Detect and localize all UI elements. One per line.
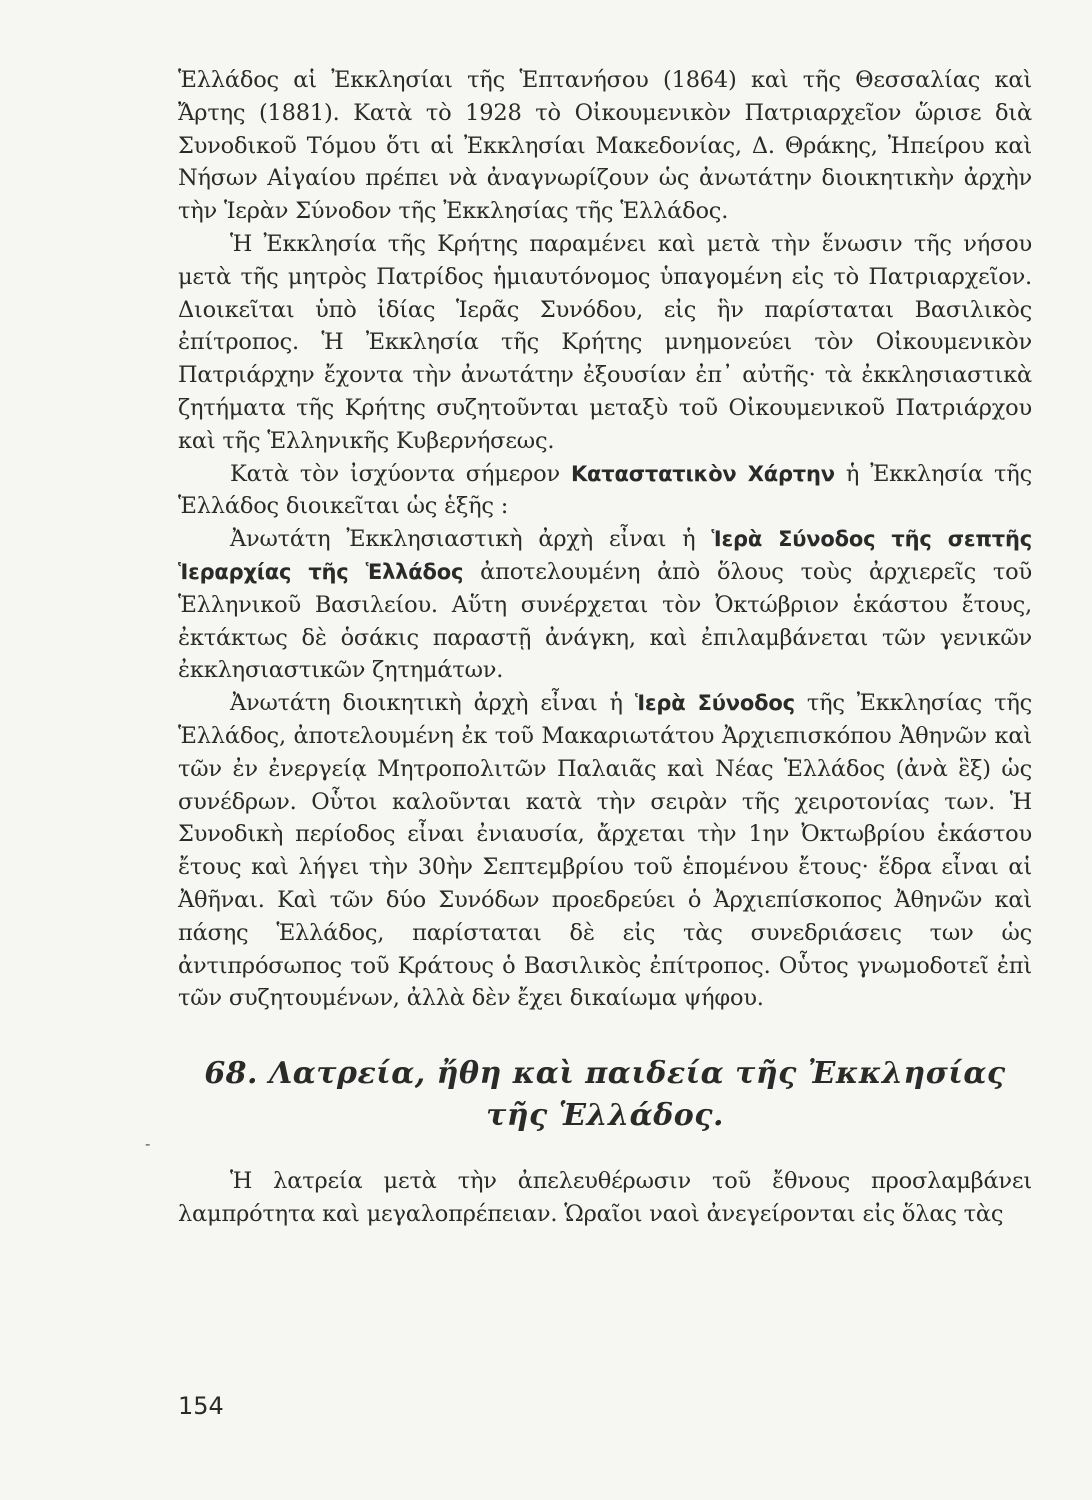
- paragraph-5-text-c: τῆς Ἐκκλησίας τῆς Ἑλλάδος, ἀποτελουμένη ἐκ τοῦ Μακαριωτάτου Ἀρχιεπισκόπου Ἀθηνῶν καὶ τῶν ἐν ἐνεργείᾳ Μητροπολιτῶν Παλαιᾶς καὶ Νέας Ἑλλάδος (ἀνὰ ἓξ) ὡς συνέδρων. Οὗτοι καλοῦνται κατὰ τὴν σειρὰν τῆς χειροτονίας των. Ἡ Συνοδικὴ περίοδος εἶναι ἐνιαυσία, ἄρχεται τὴν 1ην Ὀκτωβρίου ἑκάστου ἔτους καὶ λήγει τὴν 30ὴν Σεπτεμβρίου τοῦ ἑπομένου ἔτους· ἕδρα εἶναι αἱ Ἀθῆναι. Καὶ τῶν δύο Συνόδων προεδρεύει ὁ Ἀρχιεπίσκοπος Ἀθηνῶν καὶ πάσης Ἑλλάδος, παρίσταται δὲ εἰς τὰς συνεδριάσεις των ὡς ἀντιπρόσωπος τοῦ Κράτους ὁ Βασιλικὸς ἐπίτροπος. Οὗτος γνωμοδοτεῖ ἐπὶ τῶν συζητουμένων, ἀλλὰ δὲν ἔχει δικαίωμα ψήφου.: [178, 690, 1032, 1012]
- paragraph-4-bold: Ἱερὰ Σύνοδος τῆς σεπτῆς Ἱεραρχίας τῆς Ἑλλάδος: [178, 527, 1033, 584]
- paragraph-1: Ἑλλάδος αἱ Ἐκκλησίαι τῆς Ἑπτανήσου (1864) καὶ τῆς Θεσσαλίας καὶ Ἄρτης (1881). Κατὰ τὸ 1928 τὸ Οἰκουμενικὸν Πατριαρχεῖον ὥρισε διὰ Συνοδικοῦ Τόμου ὅτι αἱ Ἐκκλησίαι Μακεδονίας, Δ. Θράκης, Ἠπείρου καὶ Νήσων Αἰγαίου πρέπει νὰ ἀναγνωρίζουν ὡς ἀνωτάτην διοικητικὴν ἀρχὴν τὴν Ἱερὰν Σύνοδον τῆς Ἐκκλησίας τῆς Ἑλλάδος.: [178, 67, 1032, 225]
- page-body: [178, 64, 1032, 1231]
- section-heading: [178, 1053, 1032, 1137]
- paragraph-5-text-a: Ἀνωτάτη διοικητικὴ ἀρχὴ εἶναι ἡ: [230, 690, 635, 717]
- paragraph-4: [178, 523, 1032, 687]
- paragraph-5: [178, 687, 1032, 1015]
- paragraph-3-text-c: ἡ Ἐκκλησία τῆς Ἑλλάδος διοικεῖται ὡς ἑξῆς :: [178, 460, 1032, 520]
- paragraph-6: Ἡ λατρεία μετὰ τὴν ἀπελευθέρωσιν τοῦ ἔθνους προσλαμβάνει λαμπρότητα καὶ μεγαλοπρέπειαν. Ὡραῖοι ναοὶ ἀνεγείρονται εἰς ὅλας τὰς: [178, 1168, 1032, 1227]
- paragraph-3-text-a: Κατὰ τὸν ἰσχύοντα σήμερον: [230, 460, 571, 487]
- section-heading-line-2: τῆς Ἑλλάδος.: [486, 1098, 724, 1134]
- paragraph-4-text-c: ἀποτελουμένη ἀπὸ ὅλους τοὺς ἀρχιερεῖς τοῦ Ἑλληνικοῦ Βασιλείου. Αὕτη συνέρχεται τὸν Ὀκτώβριον ἑκάστου ἔτους, ἐκτάκτως δὲ ὁσάκις παραστῇ ἀνάγκη, καὶ ἐπιλαμβάνεται τῶν γενικῶν ἐκκλησιαστικῶν ζητημάτων.: [178, 558, 1032, 684]
- paragraph-3-bold: Καταστατικὸν Χάρτην: [570, 461, 835, 486]
- stray-mark: -: [145, 1134, 151, 1153]
- paragraph-5-bold: Ἱερὰ Σύνοδος: [634, 691, 795, 716]
- paragraph-4-text-a: Ἀνωτάτη Ἐκκλησιαστικὴ ἀρχὴ εἶναι ἡ: [230, 526, 712, 553]
- page-number: 154: [178, 1392, 224, 1420]
- paragraph-2: Ἡ Ἐκκλησία τῆς Κρήτης παραμένει καὶ μετὰ τὴν ἕνωσιν τῆς νήσου μετὰ τῆς μητρὸς Πατρίδος ἡμιαυτόνομος ὑπαγομένη εἰς τὸ Πατριαρχεῖον. Διοικεῖται ὑπὸ ἰδίας Ἱερᾶς Συνόδου, εἰς ἣν παρίσταται Βασιλικὸς ἐπίτροπος. Ἡ Ἐκκλησία τῆς Κρήτης μνημονεύει τὸν Οἰκουμενικὸν Πατριάρχην ἔχοντα τὴν ἀνωτάτην ἐξουσίαν ἐπ᾿ αὐτῆς· τὰ ἐκκλησιαστικὰ ζητήματα τῆς Κρήτης συζητοῦνται μεταξὺ τοῦ Οἰκουμενικοῦ Πατριάρχου καὶ τῆς Ἑλληνικῆς Κυβερνήσεως.: [178, 230, 1032, 454]
- paragraph-3: [178, 458, 1032, 524]
- section-heading-line-1: 68. Λατρεία, ἤθη καὶ παιδεία τῆς Ἐκκλησίας: [204, 1056, 1006, 1092]
